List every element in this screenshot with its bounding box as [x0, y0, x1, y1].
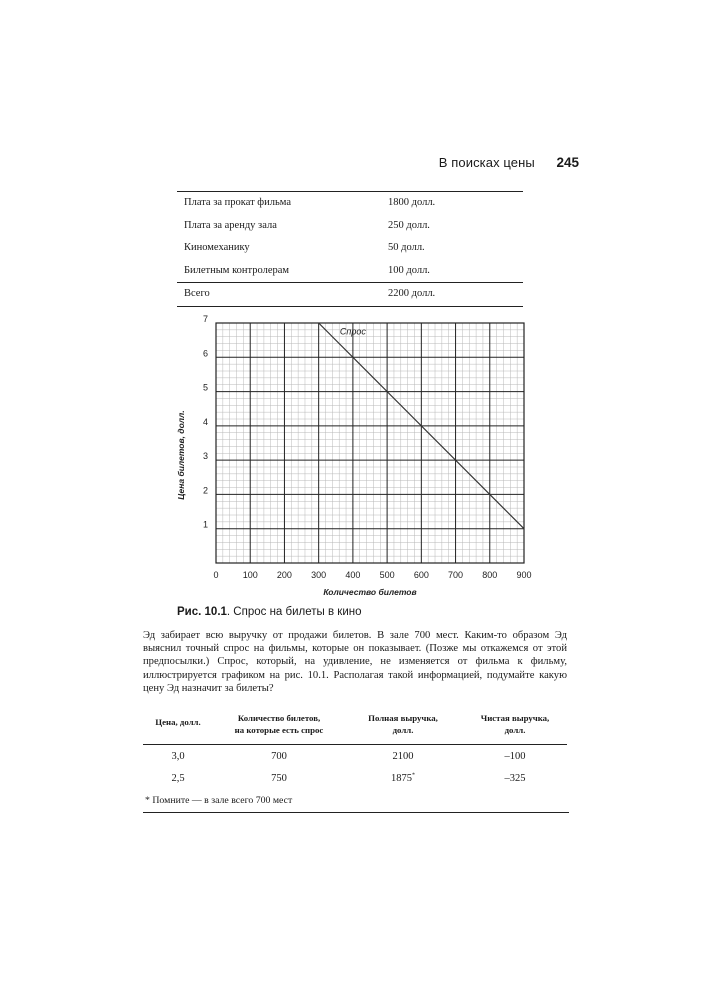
x-tick-label: 800: [482, 570, 498, 580]
x-tick-labels: [213, 570, 531, 580]
table-footnote: [143, 793, 569, 813]
plot-frame: [216, 323, 524, 563]
figure-number: Рис. 10.1: [177, 606, 227, 618]
y-tick-label: 2: [202, 485, 208, 496]
header-gross-line1: Полная выручка,: [368, 713, 438, 723]
x-tick-label: 600: [413, 570, 429, 580]
cost-table: [177, 191, 523, 307]
y-tick-label: 4: [202, 416, 208, 427]
cell-price: 2,5: [171, 773, 185, 784]
footnote-text: * Помните — в зале всего 700 мест: [145, 795, 293, 806]
table-row: [143, 767, 567, 789]
x-tick-label: 300: [311, 570, 327, 580]
demand-chart: [170, 312, 540, 604]
cost-label: Билетным контролерам: [184, 264, 290, 276]
body-paragraph: Эд забирает всю выручку от продажи билетов. В зале 700 мест. Каким-то образом Эд выяснил точный спрос на фильмы, которые он показывает. (Позже мы откажемся от этой предпосылки.) Спрос, который, на удивление, не изменяется от фильма к фильму, иллюстрируется графиком на рис. 10.1. Располагая такой информацией, подумайте какую цену Эд назначит за билеты?: [143, 630, 567, 694]
cost-total-label: Всего: [184, 288, 210, 299]
cost-row: [177, 260, 523, 283]
cell-net: –100: [504, 751, 526, 762]
header-gross-line2: долл.: [392, 724, 414, 735]
ticket-table: [143, 709, 567, 789]
x-tick-label: 500: [379, 570, 395, 580]
y-tick-label: 7: [202, 314, 208, 324]
cell-gross-value: 1875: [391, 773, 412, 784]
ticket-table-header: [143, 709, 567, 745]
section-title: В поисках цены: [438, 155, 535, 170]
cell-gross: [347, 773, 459, 784]
minor-grid: [216, 323, 524, 563]
cost-label: Плата за прокат фильма: [184, 197, 291, 208]
cell-gross-value: 2100: [392, 751, 414, 762]
cost-value: 100 долл.: [388, 264, 430, 276]
footnote-mark: *: [412, 772, 415, 779]
cost-label: Киномеханику: [184, 242, 250, 253]
major-grid: [216, 323, 524, 563]
cost-value: 250 долл.: [388, 219, 430, 231]
cost-row: [177, 215, 523, 238]
x-tick-label: 200: [276, 570, 292, 580]
figure-caption-text: . Спрос на билеты в кино: [226, 606, 362, 618]
cell-demand: 750: [271, 773, 287, 784]
cost-value: 50 долл.: [388, 242, 425, 253]
table-row: [143, 745, 567, 767]
x-tick-label: 0: [213, 570, 219, 580]
running-head: [439, 155, 579, 170]
cost-value: 1800 долл.: [388, 197, 436, 208]
cost-row: [177, 237, 523, 260]
header-gross: [347, 713, 459, 736]
cell-net: –325: [504, 773, 526, 784]
header-net: [461, 713, 569, 736]
cell-gross: [347, 751, 459, 762]
y-tick-label: 5: [202, 382, 208, 393]
y-axis-label: Цена билетов, долл.: [176, 410, 186, 500]
header-price: Цена, долл.: [155, 717, 201, 727]
y-tick-label: 1: [202, 519, 208, 530]
page-number: 245: [556, 155, 579, 170]
cell-price: 3,0: [171, 751, 185, 762]
header-net-line2: долл.: [504, 724, 526, 735]
header-net-line1: Чистая выручка,: [480, 713, 550, 723]
series-label: Спрос: [339, 326, 366, 337]
x-tick-label: 700: [448, 570, 464, 580]
cost-total-row: [177, 282, 523, 306]
header-demand: [215, 713, 343, 736]
x-axis-label: Количество билетов: [323, 587, 417, 597]
x-tick-label: 400: [345, 570, 361, 580]
header-demand-line1: Количество билетов,: [237, 713, 321, 723]
y-tick-labels: [203, 314, 208, 530]
x-tick-label: 100: [242, 570, 258, 580]
figure-caption: [177, 606, 362, 618]
y-tick-label: 6: [202, 348, 208, 359]
cost-label: Плата за аренду зала: [184, 219, 277, 231]
header-demand-line2: на которые есть спрос: [234, 724, 324, 735]
cost-row: [177, 192, 523, 215]
x-tick-label: 900: [516, 570, 532, 580]
cost-total-value: 2200 долл.: [388, 288, 436, 299]
y-tick-label: 3: [202, 451, 208, 462]
cell-demand: 700: [271, 751, 287, 762]
